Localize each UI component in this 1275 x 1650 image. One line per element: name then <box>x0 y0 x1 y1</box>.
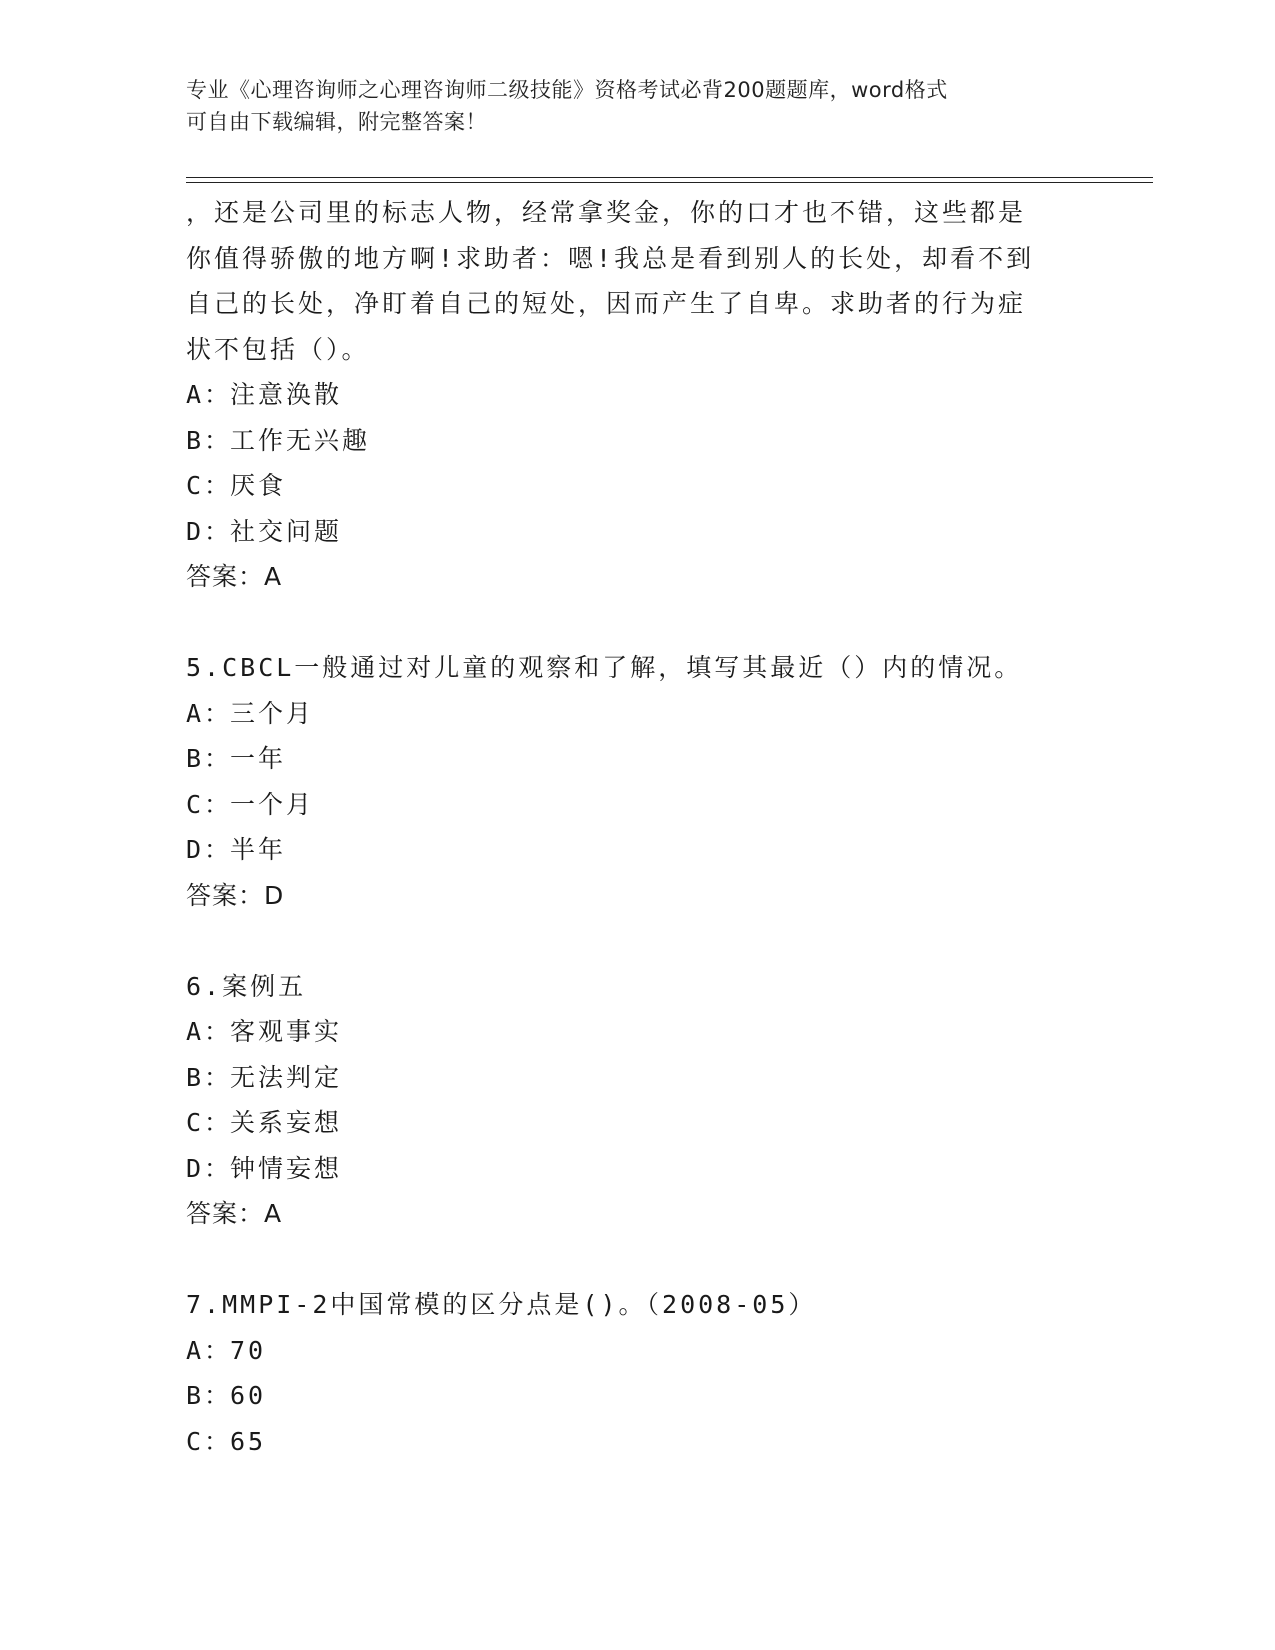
header-line-2: 可自由下载编辑，附完整答案！ <box>186 110 487 134</box>
option-key: C： <box>186 471 233 500</box>
option-key: B： <box>186 1062 233 1092</box>
question-text-line: 自己的长处，净盯着自己的短处，因而产生了自卑。求助者的行为症 <box>186 289 1027 318</box>
option-c <box>186 1419 1086 1465</box>
question-7 <box>186 1282 1086 1464</box>
question-text-line: ，还是公司里的标志人物，经常拿奖金，你的口才也不错，这些都是 <box>186 198 1027 227</box>
option-key: D： <box>186 835 233 864</box>
option-a <box>186 691 1086 737</box>
question-title: 7.MMPI-2中国常模的区分点是()。（2008-05） <box>186 1290 817 1319</box>
option-key: A： <box>186 698 233 728</box>
question-title: 6.案例五 <box>186 971 307 1001</box>
option-text: 65 <box>230 1426 267 1456</box>
option-b <box>186 736 1086 782</box>
option-text: 关系妄想 <box>230 1108 343 1137</box>
option-text: 一个月 <box>230 789 315 819</box>
option-key: C： <box>186 789 233 819</box>
option-text: 70 <box>230 1335 267 1365</box>
option-d <box>186 827 1086 873</box>
option-c <box>186 463 1086 509</box>
option-text: 三个月 <box>230 698 315 728</box>
option-b <box>186 418 1086 464</box>
option-key: B： <box>186 425 233 455</box>
option-text: 客观事实 <box>230 1017 343 1046</box>
option-key: C： <box>186 1426 233 1456</box>
option-key: B： <box>186 744 233 773</box>
blank-line <box>186 1237 1086 1283</box>
document-header <box>186 74 1066 138</box>
question-text-line: 状不包括（）。 <box>186 334 370 364</box>
option-text: 社交问题 <box>230 516 343 546</box>
option-c <box>186 1100 1086 1146</box>
option-a <box>186 1328 1086 1374</box>
option-d <box>186 509 1086 555</box>
question-text-line: 你值得骄傲的地方啊!求助者：嗯!我总是看到别人的长处，却看不到 <box>186 243 1035 273</box>
option-key: A： <box>186 1335 233 1365</box>
question-continuation <box>186 190 1086 600</box>
answer: 答案：D <box>186 880 285 910</box>
option-key: D： <box>186 1153 233 1183</box>
option-text: 60 <box>230 1381 267 1410</box>
question-5 <box>186 645 1086 918</box>
option-key: B： <box>186 1381 233 1410</box>
header-line-1: 专业《心理咨询师之心理咨询师二级技能》资格考试必背200题题库，word格式 <box>186 78 948 102</box>
header-divider-top <box>186 177 1153 178</box>
option-b <box>186 1055 1086 1101</box>
question-title: 5.CBCL一般通过对儿童的观察和了解，填写其最近（）内的情况。 <box>186 653 1023 682</box>
option-key: C： <box>186 1108 233 1137</box>
option-a <box>186 372 1086 418</box>
blank-line <box>186 918 1086 964</box>
option-text: 无法判定 <box>230 1062 343 1092</box>
option-text: 注意涣散 <box>230 380 343 409</box>
option-text: 钟情妄想 <box>230 1153 343 1183</box>
option-text: 半年 <box>230 835 287 864</box>
option-text: 工作无兴趣 <box>230 425 371 455</box>
blank-line <box>186 600 1086 646</box>
option-text: 厌食 <box>230 471 287 500</box>
answer: 答案：A <box>186 1199 283 1228</box>
question-6 <box>186 964 1086 1237</box>
document-body <box>186 190 1086 1464</box>
option-b <box>186 1373 1086 1419</box>
answer: 答案：A <box>186 562 283 591</box>
option-d <box>186 1146 1086 1192</box>
header-divider-bottom <box>186 182 1153 183</box>
option-key: A： <box>186 380 233 409</box>
option-key: A： <box>186 1017 233 1046</box>
option-c <box>186 782 1086 828</box>
option-key: D： <box>186 516 233 546</box>
option-text: 一年 <box>230 744 287 773</box>
option-a <box>186 1009 1086 1055</box>
